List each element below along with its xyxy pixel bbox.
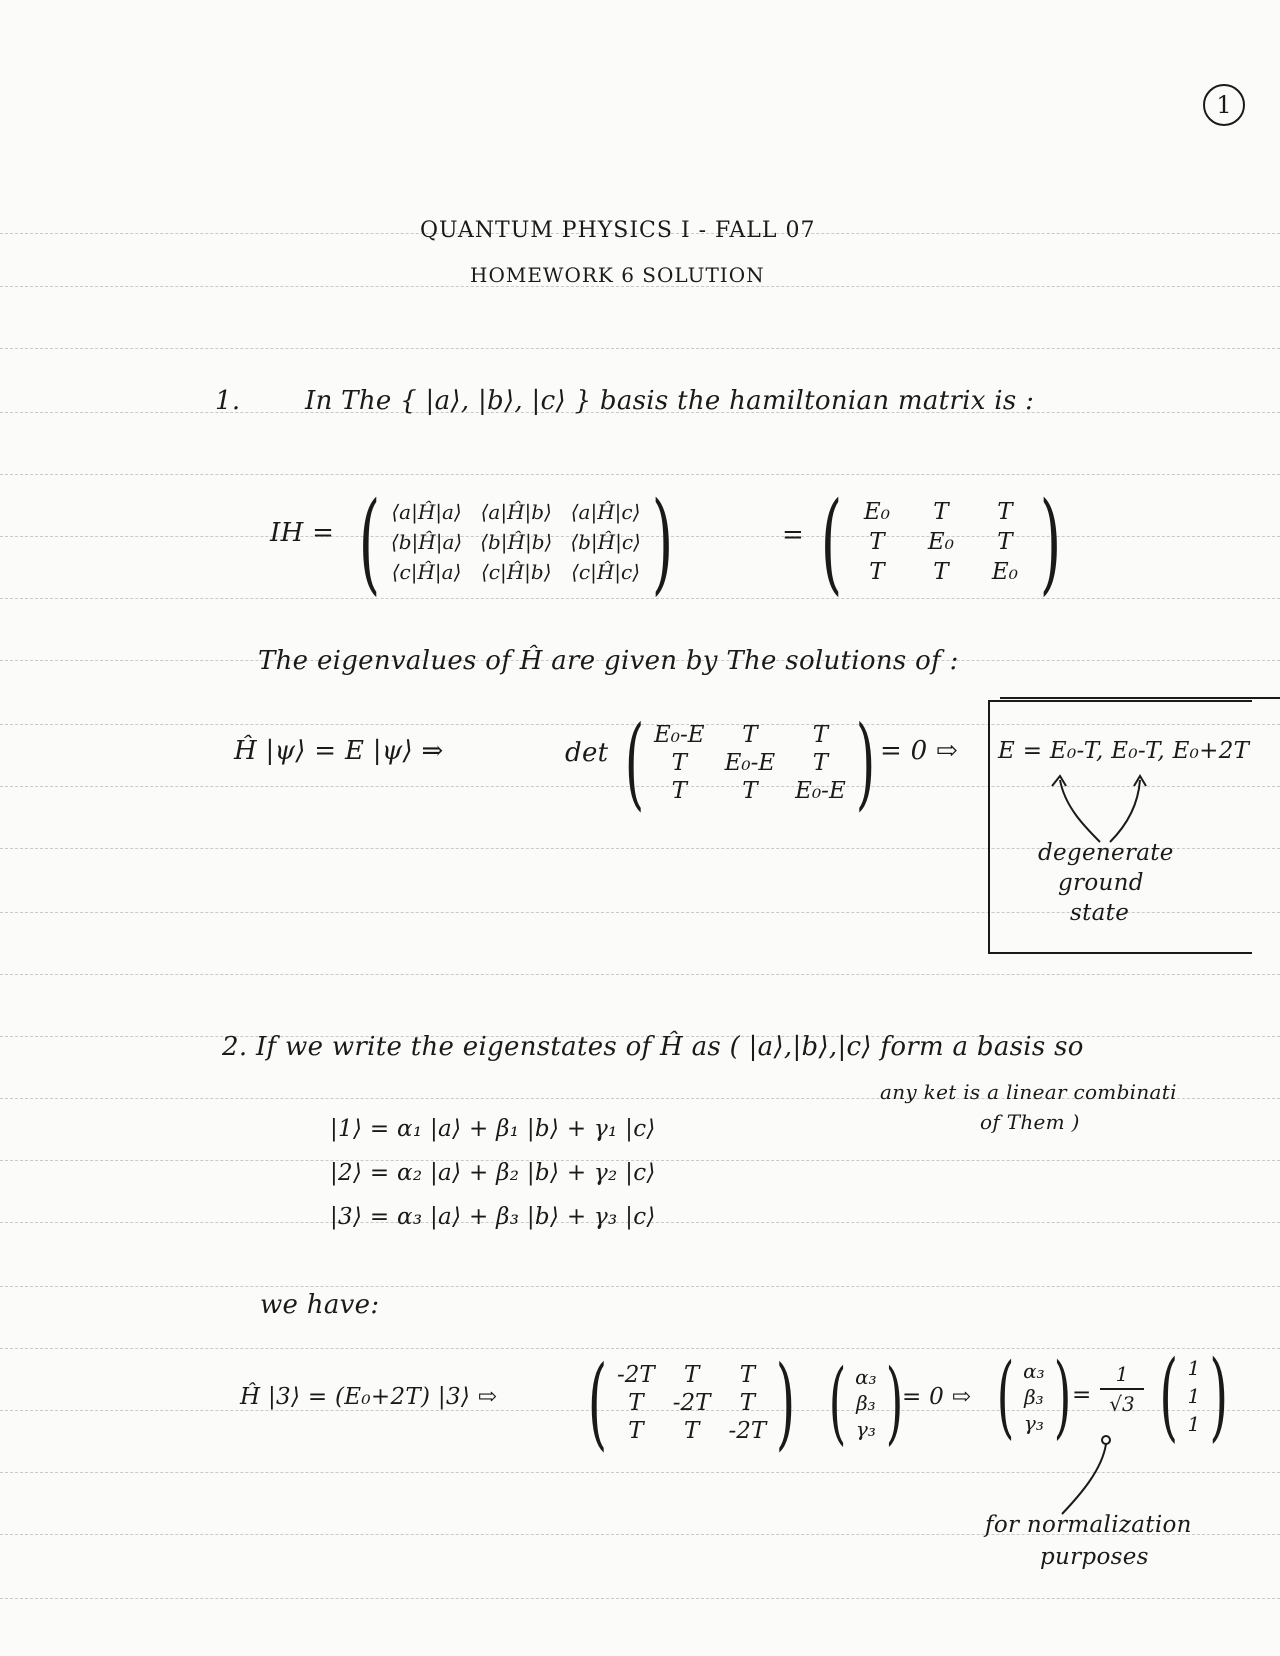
- matrix-cell: T: [683, 1417, 700, 1444]
- matrix-cell: T: [933, 499, 949, 525]
- matrix-cell: T: [933, 559, 949, 585]
- matrix-cell: ⟨a|Ĥ|b⟩: [480, 500, 552, 524]
- coefficient-vector: ( α₃ β₃ γ₃ ): [828, 1350, 903, 1455]
- ruled-line: [0, 1286, 1280, 1287]
- vector-cell: α₃: [855, 1364, 877, 1389]
- ruled-line: [0, 474, 1280, 475]
- vector-cell: 1: [1187, 1412, 1201, 1436]
- matrix-cell: T: [869, 559, 885, 585]
- matrix-cell: ⟨a|Ĥ|a⟩: [391, 500, 462, 524]
- matrix-cell: ⟨c|Ĥ|b⟩: [480, 560, 552, 584]
- note-degenerate: degenerate: [1038, 840, 1174, 866]
- matrix-cell: -2T: [728, 1417, 767, 1444]
- matrix-cell: T: [683, 1361, 700, 1388]
- vector-cell: β₃: [856, 1390, 876, 1415]
- matrix-cell: ⟨b|Ĥ|a⟩: [390, 530, 463, 554]
- arrow-line: [1110, 780, 1140, 842]
- matrix-cell: E₀-E: [654, 721, 705, 748]
- problem-2-intro-cont2: of Them ): [980, 1110, 1080, 1134]
- matrix-cell: T: [628, 1389, 644, 1416]
- bracket-matrix: ( ⟨a|Ĥ|a⟩ ⟨a|Ĥ|b⟩ ⟨a|Ĥ|c⟩ ⟨b|Ĥ|a⟩ ⟨b|Ĥ|b⟩ ⟨b|Ĥ|c⟩ ⟨c|Ĥ|a⟩ ⟨c|Ĥ|b⟩ ⟨c|Ĥ|c⟩ ): [358, 478, 674, 606]
- matrix-cell: ⟨b|Ĥ|c⟩: [570, 530, 641, 554]
- matrix-cell: -2T: [617, 1361, 655, 1388]
- state-1: |1⟩ = α₁ |a⟩ + β₁ |b⟩ + γ₁ |c⟩: [330, 1116, 656, 1142]
- normalization-fraction: [1100, 1362, 1144, 1416]
- matrix-cell: E₀: [991, 559, 1018, 585]
- schrodinger-equation: Ĥ |ψ⟩ = E |ψ⟩ ⇒: [234, 736, 444, 766]
- eigenvalues-result: E = E₀-T, E₀-T, E₀+2T: [998, 738, 1250, 764]
- note-state: state: [1070, 900, 1130, 926]
- normalization-arrow: [1050, 1430, 1130, 1520]
- arrow-head: [1052, 776, 1066, 786]
- vector-cell: α₃: [1023, 1358, 1045, 1383]
- vector-cell: γ₃: [855, 1416, 876, 1441]
- matrix-cell: T: [742, 777, 758, 804]
- hamiltonian-label: IH =: [270, 518, 335, 548]
- det-result: = 0 ⇨: [880, 736, 959, 766]
- matrix-cell: T: [628, 1417, 644, 1444]
- note-ground: ground: [1058, 870, 1144, 896]
- problem-1-number: 1.: [215, 386, 241, 416]
- course-title: QUANTUM PHYSICS I - FALL 07: [420, 218, 816, 243]
- equals-sign: =: [782, 520, 805, 550]
- vector-cell: 1: [1187, 1356, 1201, 1380]
- matrix-cell: E₀: [927, 529, 954, 555]
- we-have: we have:: [260, 1290, 380, 1320]
- problem-1-intro: In The { |a⟩, |b⟩, |c⟩ } basis the hamiltonian matrix is :: [305, 386, 1035, 416]
- ruled-line: [0, 348, 1280, 349]
- arrow-head: [1102, 1436, 1110, 1444]
- solution-vector: ( α₃ β₃ γ₃ ): [996, 1344, 1071, 1449]
- fraction-denominator: √3: [1109, 1392, 1135, 1416]
- ones-vector: ( 1 1 1 ): [1159, 1340, 1229, 1452]
- matrix-cell: T: [997, 499, 1013, 525]
- fraction-numerator: 1: [1100, 1362, 1144, 1390]
- matrix-cell: T: [739, 1361, 756, 1388]
- arrow-line: [1062, 1444, 1106, 1514]
- matrix-cell: E₀-E: [795, 777, 846, 804]
- matrix-cell: T: [997, 529, 1013, 555]
- problem-2-intro-cont: any ket is a linear combinati: [880, 1080, 1177, 1104]
- matrix-cell: T: [671, 777, 687, 804]
- matrix-cell: T: [742, 721, 758, 748]
- state-2: |2⟩ = α₂ |a⟩ + β₂ |b⟩ + γ₂ |c⟩: [330, 1160, 656, 1186]
- assignment-title: HOMEWORK 6 SOLUTION: [470, 263, 765, 287]
- equals-zero: = 0 ⇨: [902, 1384, 972, 1410]
- matrix-cell: T: [671, 749, 687, 776]
- coefficient-matrix: ( -2T T T T -2T T T T -2T ): [587, 1344, 796, 1461]
- ruled-line: [0, 1598, 1280, 1599]
- matrix-cell: ⟨c|Ĥ|a⟩: [391, 560, 462, 584]
- normalization-note-2: purposes: [1040, 1544, 1149, 1570]
- matrix-cell: T: [869, 529, 885, 555]
- matrix-cell: T: [739, 1389, 756, 1416]
- matrix-cell: T: [812, 749, 829, 776]
- vector-cell: γ₃: [1023, 1410, 1044, 1435]
- page-number: 1: [1203, 84, 1245, 126]
- matrix-cell: ⟨c|Ĥ|c⟩: [571, 560, 641, 584]
- answer-box-top: [1000, 697, 1280, 699]
- problem-2-intro: 2. If we write the eigenstates of Ĥ as ( |a⟩,|b⟩,|c⟩ form a basis so: [222, 1032, 1084, 1062]
- matrix-cell: ⟨b|Ĥ|b⟩: [480, 530, 553, 554]
- state-3: |3⟩ = α₃ |a⟩ + β₃ |b⟩ + γ₃ |c⟩: [330, 1204, 656, 1230]
- matrix-cell: E₀-E: [724, 749, 776, 776]
- eigenvalues-intro: The eigenvalues of Ĥ are given by The solutions of :: [258, 646, 959, 676]
- vector-cell: 1: [1187, 1384, 1201, 1408]
- normalization-note: for normalization: [985, 1512, 1192, 1538]
- det-label: det: [565, 738, 609, 768]
- matrix-cell: ⟨a|Ĥ|c⟩: [570, 500, 641, 524]
- matrix-cell: -2T: [672, 1389, 711, 1416]
- hamiltonian-value-matrix: ( E₀ T T T E₀ T T T E₀ ): [820, 478, 1062, 606]
- arrow-line: [1060, 780, 1100, 842]
- ruled-line: [0, 974, 1280, 975]
- determinant-matrix: ( E₀-E T T T E₀-E T T T E₀-E ): [624, 704, 876, 821]
- vector-cell: β₃: [1024, 1384, 1044, 1409]
- matrix-cell: E₀: [863, 499, 890, 525]
- matrix-cell: T: [812, 721, 829, 748]
- eigen-equation-lhs: Ĥ |3⟩ = (E₀+2T) |3⟩ ⇨: [240, 1384, 498, 1410]
- vector-equals: =: [1072, 1382, 1092, 1408]
